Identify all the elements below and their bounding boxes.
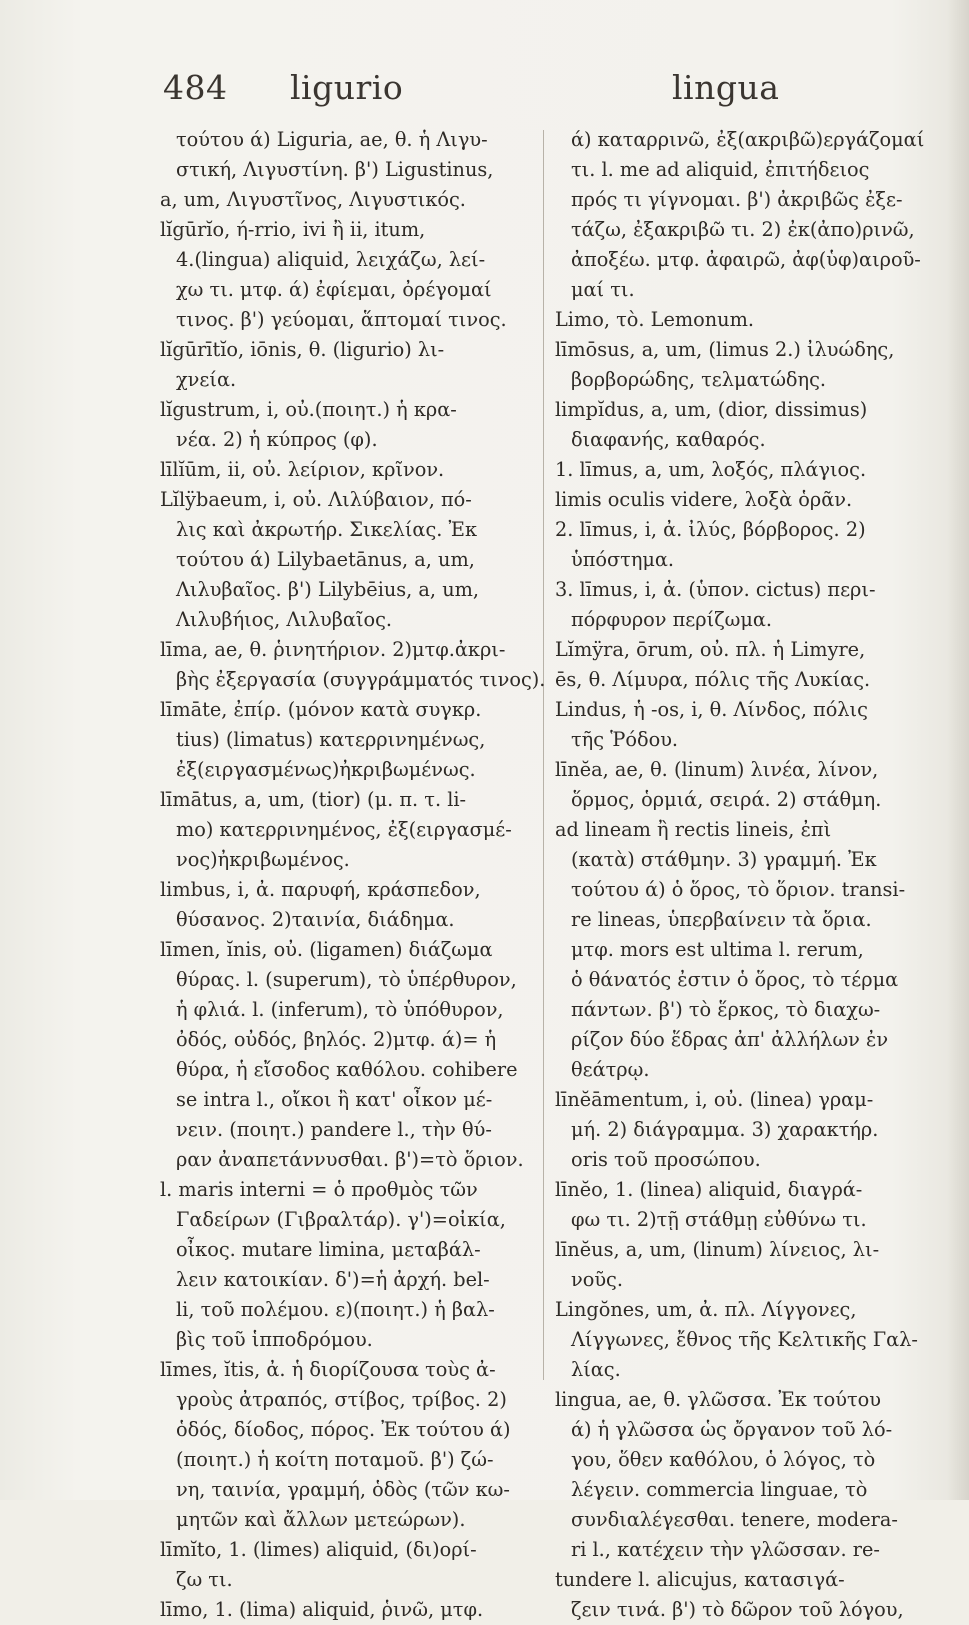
right-column-line: τῆς Ῥόδου.	[571, 728, 679, 751]
right-column	[555, 125, 945, 1625]
right-column-line: Limo, τὸ. Lemonum.	[555, 308, 755, 331]
header-right-guide-word: lingua	[672, 68, 780, 107]
right-column-line: θεάτρῳ.	[571, 1058, 650, 1081]
right-column-line: ά) καταρρινῶ, ἐξ(ακριβῶ)εργάζομαί	[571, 128, 925, 151]
left-column-line: τούτου ά) Lilybaetānus, a, um,	[176, 548, 475, 571]
left-column-line: λις καὶ ἀκρωτήρ. Σικελίας. Ἐκ	[176, 518, 477, 541]
right-column-line: lingua, ae, θ. γλῶσσα. Ἐκ τούτου	[555, 1388, 881, 1411]
left-column-line: (ποιητ.) ἡ κοίτη ποταμοῦ. β') ζώ-	[176, 1448, 494, 1471]
right-column-line: 2. līmus, i, ἀ. ἰλύς, βόρβορος. 2)	[555, 518, 866, 541]
right-column-line: Lĭmÿra, ōrum, οὐ. πλ. ἡ Limyre,	[555, 638, 866, 661]
left-column-line: στική, Λιγυστίνη. β') Ligustinus,	[176, 158, 494, 181]
left-column-line: τούτου ά) Liguria, ae, θ. ἡ Λιγυ-	[176, 128, 488, 151]
header-left-guide-word: ligurio	[290, 68, 404, 107]
right-column-line: līnĕāmentum, i, οὐ. (linea) γραμ-	[555, 1088, 874, 1111]
right-column-line: ὅρμος, ὁρμιά, σειρά. 2) στάθμη.	[571, 788, 882, 811]
left-column-line: līma, ae, θ. ῥινητήριον. 2)μτφ.ἀκρι-	[160, 638, 506, 661]
left-column-line: νειν. (ποιητ.) pandere l., τὴν θύ-	[176, 1118, 492, 1141]
right-column-line: līnĕo, 1. (linea) aliquid, διαγρά-	[555, 1178, 863, 1201]
left-column-line: γροὺς ἀτραπός, στίβος, τρίβος. 2)	[176, 1388, 507, 1411]
right-column-line: ri l., κατέχειν τὴν γλῶσσαν. re-	[571, 1538, 880, 1561]
left-column-line: τινος. β') γεύομαι, ἅπτομαί τινος.	[176, 308, 507, 331]
right-column-line: διαφανής, καθαρός.	[571, 428, 766, 451]
left-column-line: θύσανος. 2)ταινία, διάδημα.	[176, 908, 455, 931]
right-column-line: πόρφυρον περίζωμα.	[571, 608, 773, 631]
left-column-line: θύρας. l. (superum), τὸ ὑπέρθυρον,	[176, 968, 517, 991]
right-column-line: tundere l. alicujus, κατασιγά-	[555, 1568, 845, 1591]
left-column-line: 4.(lingua) aliquid, λειχάζω, λεί-	[176, 248, 486, 271]
left-column-line: līmes, ĭtis, ἀ. ἡ διορίζουσα τοὺς ἀ-	[160, 1358, 496, 1381]
right-column-line: λέγειν. commercia linguae, τὸ	[571, 1478, 868, 1501]
right-column-line: līnĕa, ae, θ. (linum) λινέα, λίνον,	[555, 758, 879, 781]
right-column-line: ζειν τινά. β') τὸ δῶρον τοῦ λόγου,	[571, 1598, 904, 1621]
right-column-line: limpĭdus, a, um, (dior, dissimus)	[555, 398, 868, 421]
left-column-line: līmen, ĭnis, οὐ. (ligamen) διάζωμα	[160, 938, 493, 961]
left-column-line: νη, ταινία, γραμμή, ὁδὸς (τῶν κω-	[176, 1478, 510, 1501]
left-column-line: ὁδός, δίοδος, πόρος. Ἐκ τούτου ά)	[176, 1418, 511, 1441]
left-column-line: lĭgustrum, i, οὐ.(ποιητ.) ἡ κρα-	[160, 398, 457, 421]
right-column-line: συνδιαλέγεσθαι. tenere, modera-	[571, 1508, 898, 1531]
left-column-line: limbus, i, ἀ. παρυφή, κράσπεδον,	[160, 878, 481, 901]
left-column-line: lĭgūrĭo, ή-rrio, ivi ἢ ii, itum,	[160, 218, 426, 241]
left-column-line: Λιλυβήιος, Λιλυβαῖος.	[176, 608, 393, 631]
left-column-line: līmĭto, 1. (limes) aliquid, (δι)ορί-	[160, 1538, 477, 1561]
right-column-line: re lineas, ὑπερβαίνειν τὰ ὅρια.	[571, 908, 872, 931]
left-column-line: θύρα, ἡ εἴσοδος καθόλου. cohibere	[176, 1058, 518, 1081]
right-column-line: τι. l. me ad aliquid, ἐπιτήδειος	[571, 158, 870, 181]
left-column-line: ἐξ(ειργασμένως)ἠκριβωμένως.	[176, 758, 476, 781]
right-column-line: ρίζον δύο ἕδρας ἀπ' ἀλλήλων ἐν	[571, 1028, 889, 1051]
right-column-line: oris τοῦ προσώπου.	[571, 1148, 761, 1171]
left-column-line: οἶκος. mutare limina, μεταβάλ-	[176, 1238, 481, 1261]
right-column-line: līmōsus, a, um, (limus 2.) ἰλυώδης,	[555, 338, 895, 361]
right-column-line: ēs, θ. Λίμυρα, πόλις τῆς Λυκίας.	[555, 668, 871, 691]
page-edge-shadow	[947, 0, 969, 1500]
right-column-line: ad lineam ἢ rectis lineis, ἐπὶ	[555, 818, 832, 841]
right-column-line: φω τι. 2)τῇ στάθμῃ εὐθύνω τι.	[571, 1208, 867, 1231]
page-number: 484	[163, 68, 228, 107]
left-column-line: li, τοῦ πολέμου. ε)(ποιητ.) ἡ βαλ-	[176, 1298, 495, 1321]
left-column-line: βὶς τοῦ ἱπποδρόμου.	[176, 1328, 373, 1351]
right-column-line: limis oculis videre, λοξὰ ὁρᾶν.	[555, 488, 853, 511]
left-column-line: χω τι. μτφ. ά) ἐφίεμαι, ὀρέγομαί	[176, 278, 492, 301]
right-column-line: γου, ὅθεν καθόλου, ὁ λόγος, τὸ	[571, 1448, 876, 1471]
right-column-line: τάζω, ἐξακριβῶ τι. 2) ἐκ(ἀπο)ρινῶ,	[571, 218, 915, 241]
right-column-line: πρός τι γίγνομαι. β') ἀκριβῶς ἐξε-	[571, 188, 903, 211]
right-column-line: μαί τι.	[571, 278, 635, 301]
left-column-line: Γαδείρων (Γιβραλτάρ). γ')=οἰκία,	[176, 1208, 506, 1231]
left-column-line: νέα. 2) ἡ κύπρος (φ).	[176, 428, 378, 451]
left-column-line: l. maris interni = ὁ προθμὸς τῶν	[160, 1178, 478, 1201]
left-column-line: ἡ φλιά. l. (inferum), τὸ ὑπόθυρον,	[176, 998, 504, 1021]
left-column-line: ὀδός, οὐδός, βηλός. 2)μτφ. ά)= ἡ	[176, 1028, 497, 1051]
left-column-line: Lĭlÿbaeum, i, οὐ. Λιλύβαιον, πό-	[160, 488, 472, 511]
right-column-line: (κατὰ) στάθμην. 3) γραμμή. Ἐκ	[571, 848, 877, 871]
left-column-line: βὴς ἐξεργασία (συγγράμματός τινος).	[176, 668, 546, 691]
right-column-line: μτφ. mors est ultima l. rerum,	[571, 938, 864, 961]
right-column-line: 1. līmus, a, um, λοξός, πλάγιος.	[555, 458, 867, 481]
right-column-line: Lindus, ἡ -os, i, θ. Λίνδος, πόλις	[555, 698, 868, 721]
right-column-line: ὑπόστημα.	[571, 548, 675, 571]
left-column-line: λειν κατοικίαν. δ')=ἡ ἀρχή. bel-	[176, 1268, 490, 1291]
left-column-line: līmāte, ἐπίρ. (μόνον κατὰ συγκρ.	[160, 698, 482, 721]
left-column	[160, 125, 550, 1625]
right-column-line: ά) ἡ γλῶσσα ὡς ὄργανον τοῦ λό-	[571, 1418, 893, 1441]
right-column-line: βορβορώδης, τελματώδης.	[571, 368, 827, 391]
right-column-line: τούτου ά) ὁ ὅρος, τὸ ὅριον. transi-	[571, 878, 906, 901]
right-column-line: Λίγγωνες, ἔθνος τῆς Κελτικῆς Γαλ-	[571, 1328, 918, 1351]
left-column-line: līmātus, a, um, (tior) (μ. π. τ. li-	[160, 788, 467, 811]
left-column-line: līmo, 1. (lima) aliquid, ῥινῶ, μτφ.	[160, 1598, 484, 1621]
right-column-line: πάντων. β') τὸ ἕρκος, τὸ διαχω-	[571, 998, 881, 1021]
right-column-line: νοῦς.	[571, 1268, 623, 1291]
right-column-line: μή. 2) διάγραμμα. 3) χαρακτήρ.	[571, 1118, 879, 1141]
left-column-line: χνεία.	[176, 368, 237, 391]
left-column-line: ραν ἀναπετάννυσθαι. β')=τὸ ὅριον.	[176, 1148, 524, 1171]
right-column-line: λίας.	[571, 1358, 621, 1381]
right-column-line: ὁ θάνατός ἐστιν ὁ ὅρος, τὸ τέρμα	[571, 968, 899, 991]
left-column-line: lĭgūrītĭo, iōnis, θ. (ligurio) λι-	[160, 338, 445, 361]
left-column-line: μητῶν καὶ ἄλλων μετεώρων).	[176, 1508, 466, 1531]
right-column-line: ἀποξέω. μτφ. ἀφαιρῶ, ἀφ(ὑφ)αιροῦ-	[571, 248, 921, 271]
left-column-line: ζω τι.	[176, 1568, 233, 1591]
left-column-line: a, um, Λιγυστῖνος, Λιγυστικός.	[160, 188, 466, 211]
left-column-line: Λιλυβαῖος. β') Lilybēius, a, um,	[176, 578, 480, 601]
left-column-line: līlĭūm, ii, οὐ. λείριον, κρῖνον.	[160, 458, 445, 481]
right-column-line: Lingŏnes, um, ἀ. πλ. Λίγγονες,	[555, 1298, 857, 1321]
right-column-line: 3. līmus, i, ἀ. (ὑπον. cictus) περι-	[555, 578, 876, 601]
right-column-line: līnĕus, a, um, (linum) λίνειος, λι-	[555, 1238, 880, 1261]
left-column-line: tius) (limatus) κατερρινημένως,	[176, 728, 486, 751]
left-column-line: mo) κατερρινημένος, ἐξ(ειργασμέ-	[176, 818, 512, 841]
left-column-line: se intra l., οἴκοι ἢ κατ' οἶκον μέ-	[176, 1088, 493, 1111]
left-column-line: νος)ἠκριβωμένος.	[176, 848, 350, 871]
